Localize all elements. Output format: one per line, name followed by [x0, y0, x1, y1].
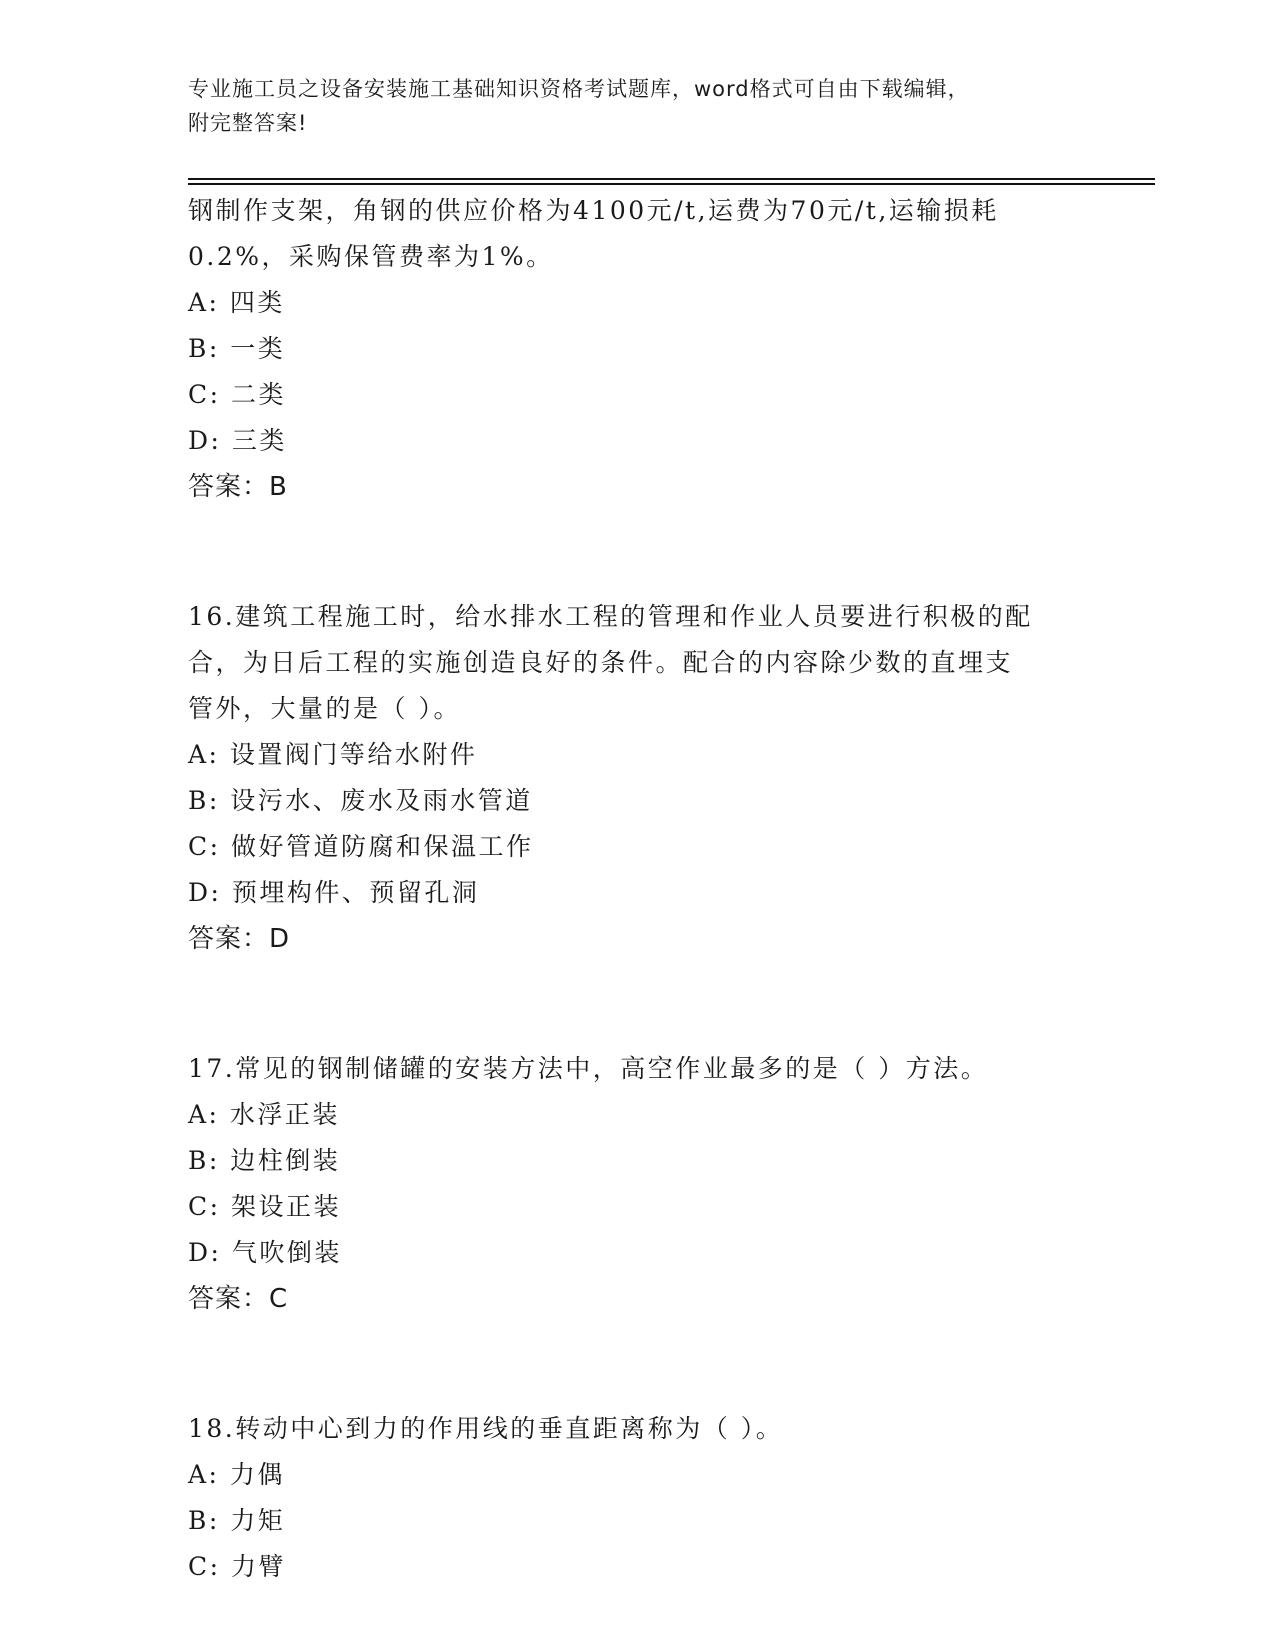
option-a: A: 水浮正装 — [188, 1100, 340, 1129]
option-c: C: 二类 — [188, 380, 286, 409]
option-d: D: 三类 — [188, 426, 287, 455]
answer: 答案：D — [188, 924, 291, 954]
option-c: C: 架设正装 — [188, 1192, 341, 1221]
option-a: A: 设置阀门等给水附件 — [188, 740, 478, 769]
header-divider-top — [188, 178, 1155, 180]
option-b: B: 设污水、废水及雨水管道 — [188, 786, 533, 815]
option-d: D: 气吹倒装 — [188, 1238, 342, 1267]
option-c: C: 做好管道防腐和保温工作 — [188, 832, 534, 861]
answer: 答案：B — [188, 472, 288, 502]
option-a: A: 力偶 — [188, 1460, 285, 1489]
header-line-2: 附完整答案! — [188, 111, 308, 135]
question-text: 18.转动中心到力的作用线的垂直距离称为（ ）。 — [188, 1414, 784, 1443]
option-b: B: 力矩 — [188, 1506, 286, 1535]
option-d: D: 预埋构件、预留孔洞 — [188, 878, 480, 907]
answer: 答案：C — [188, 1284, 289, 1314]
document-header — [188, 72, 1088, 140]
question-block — [188, 1406, 1108, 1590]
question-text: 管外，大量的是（ ）。 — [188, 694, 461, 723]
question-block — [188, 594, 1108, 962]
question-list — [188, 188, 1108, 1590]
option-c: C: 力臂 — [188, 1552, 286, 1581]
option-b: B: 一类 — [188, 334, 286, 363]
question-text: 合，为日后工程的实施创造良好的条件。配合的内容除少数的直埋支 — [188, 648, 1014, 677]
header-line-1: 专业施工员之设备安装施工基础知识资格考试题库，word格式可自由下载编辑， — [188, 77, 970, 101]
question-text: 17.常见的钢制储罐的安装方法中，高空作业最多的是（ ）方法。 — [188, 1054, 989, 1083]
question-block — [188, 1046, 1108, 1322]
option-b: B: 边柱倒装 — [188, 1146, 341, 1175]
question-block — [188, 188, 1108, 510]
question-text: 0.2%，采购保管费率为1%。 — [188, 242, 554, 271]
option-a: A: 四类 — [188, 288, 285, 317]
question-text: 16.建筑工程施工时，给水排水工程的管理和作业人员要进行积极的配 — [188, 602, 1033, 631]
question-text: 钢制作支架，角钢的供应价格为4100元/t,运费为70元/t,运输损耗 — [188, 196, 999, 225]
header-divider-bottom — [188, 183, 1155, 185]
